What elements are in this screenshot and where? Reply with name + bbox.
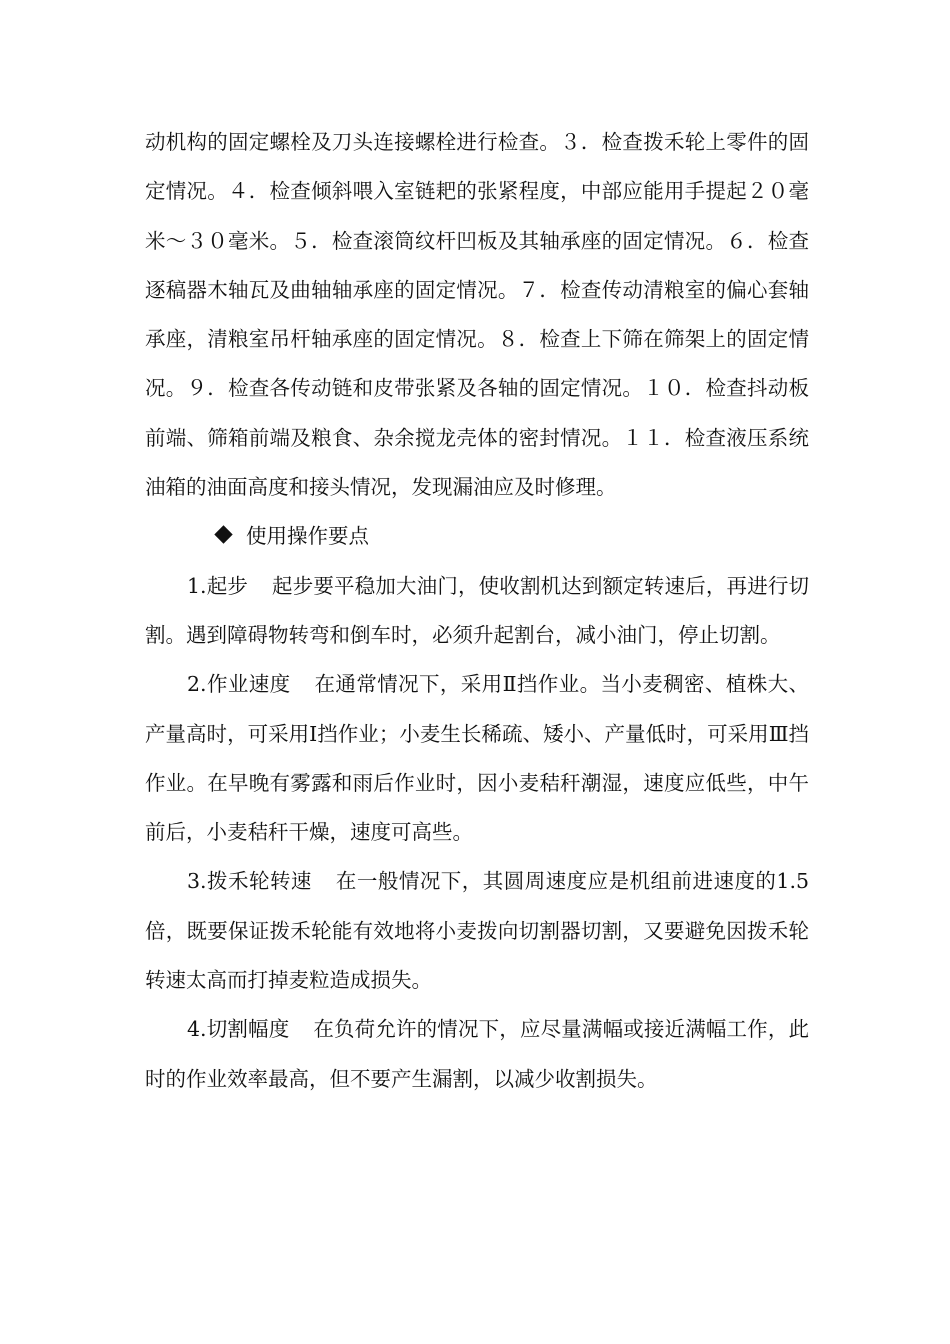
paragraph-term: 4.切割幅度	[187, 1017, 290, 1042]
diamond-bullet-icon	[214, 526, 232, 544]
paragraph-start	[145, 562, 809, 661]
paragraph-term: 1.起步	[187, 573, 249, 598]
section-heading-text: 使用操作要点	[246, 524, 369, 549]
paragraph-work-speed	[145, 660, 809, 857]
paragraph-term: 2.作业速度	[187, 672, 291, 697]
paragraph-text: 起步要平稳加大油门，使收割机达到额定转速后，再进行切割。遇到障碍物转弯和倒车时，必须升起割台，减小油门，停止切割。	[145, 573, 810, 647]
paragraph-text: 在负荷允许的情况下，应尽量满幅或接近满幅工作，此时的作业效率最高，但不要产生漏割，以减少收割损失。	[145, 1017, 810, 1091]
paragraph-cutting-width	[145, 1005, 809, 1104]
paragraph-reel-speed	[145, 857, 809, 1005]
paragraph-term: 3.拨禾轮转速	[187, 869, 312, 894]
intro-paragraph: 动机构的固定螺栓及刀头连接螺栓进行检查。３．检查拨禾轮上零件的固定情况。４．检查倾斜喂入室链耙的张紧程度，中部应能用手提起２０毫米～３０毫米。５．检查滚筒纹杆凹板及其轴承座的固定情况。６．检查逐稿器木轴瓦及曲轴轴承座的固定情况。７．检查传动清粮室的偏心套轴承座，清粮室吊杆轴承座的固定情况。８．检查上下筛在筛架上的固定情况。９．检查各传动链和皮带张紧及各轴的固定情况。１０．检查抖动板前端、筛箱前端及粮食、杂余搅龙壳体的密封情况。１１．检查液压系统油箱的油面高度和接头情况，发现漏油应及时修理。	[145, 130, 809, 500]
paragraph-text: 在通常情况下，采用Ⅱ挡作业。当小麦稠密、植株大、产量高时，可采用Ⅰ挡作业；小麦生长稀疏、矮小、产量低时，可采用Ⅲ挡作业。在早晚有雾露和雨后作业时，因小麦秸秆潮湿，速度应低些，中午前后，小麦秸秆干燥，速度可高些。	[145, 672, 809, 845]
document-body	[145, 118, 809, 1104]
paragraph-text: 在一般情况下，其圆周速度应是机组前进速度的1.5 倍，既要保证拨禾轮能有效地将小麦拨向切割器切割，又要避免因拨禾轮转速太高而打掉麦粒造成损失。	[145, 869, 809, 993]
section-heading	[145, 512, 809, 561]
